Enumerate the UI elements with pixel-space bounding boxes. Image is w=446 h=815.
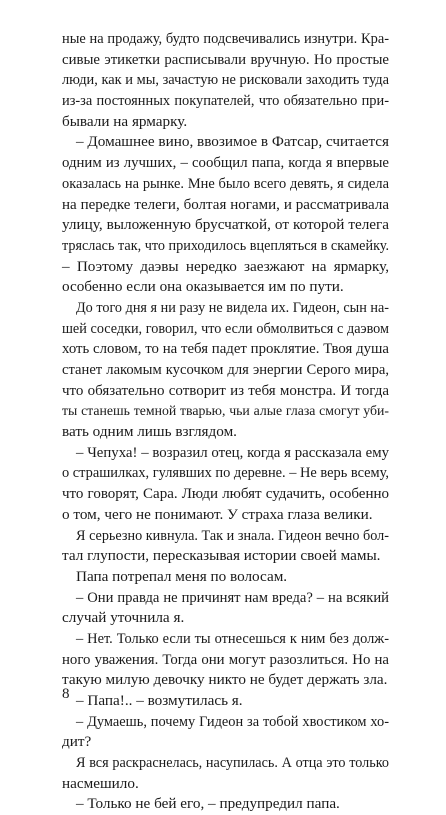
text-line: такую милую девочку никто не будет держать зла.: [62, 671, 388, 689]
text-line: – Они правда не причинят нам вреда? – на всякий: [76, 589, 389, 606]
text-line: Папа потрепал меня по волосам.: [76, 567, 288, 585]
page-number: 8: [62, 686, 70, 702]
text-line: Я серьезно кивнула. Так и знала. Гидеон вечно бол-: [76, 527, 389, 544]
text-line: люди, как и мы, зачастую не рисковали заходить туда: [62, 72, 389, 89]
text-line: бывали на ярмарку.: [62, 112, 188, 130]
text-line: – Чепуха! – возразил отец, когда я рассказала ему: [76, 444, 389, 461]
text-line: тряслась так, что приходилось вцепляться в скамейку.: [62, 237, 389, 254]
text-line: Я вся раскраснелась, насупилась. А отца это только: [76, 755, 389, 772]
text-line: оказалась на рынке. Мне было всего девять, я сидела: [62, 175, 389, 192]
text-line: что говорят, Сара. Люди любят судачить, особенно: [62, 486, 389, 503]
text-line: – Только не бей его, – предупредил папа.: [76, 795, 340, 813]
text-line: – Папа!.. – возмутилась я.: [76, 692, 243, 709]
text-line: особенно если она оказывается им по пути.: [62, 278, 344, 296]
text-line: До того дня я ни разу не видела их. Гидеон, сын на-: [76, 299, 389, 316]
text-line: – Думаешь, почему Гидеон за тобой хвостиком хо-: [76, 713, 389, 730]
text-line: на передке телеги, болтая ногами, и рассматривала: [62, 196, 389, 213]
text-line: станет лакомым кусочком для энергии Серого мира,: [62, 362, 389, 378]
text-line: – Поэтому даэвы нередко заезжают на ярмарку,: [62, 257, 389, 275]
body-text: [62, 29, 389, 815]
text-line: хоть словом, то на тебя падет проклятие. Твоя душа: [62, 341, 389, 358]
text-line: шей соседки, говорил, что если обмолвиться с даэвом: [62, 320, 389, 337]
text-line: – Домашнее вино, ввозимое в Фатсар, считается: [76, 133, 389, 151]
text-line: дит?: [62, 733, 92, 751]
text-line: насмешило.: [62, 774, 139, 792]
text-line: случай уточнила я.: [62, 609, 185, 627]
text-line: сивые этикетки расписывали вручную. Но простые: [62, 51, 389, 68]
text-line: одним из лучших, – сообщил папа, когда я впервые: [62, 155, 389, 172]
text-line: что обязательно сотворит из тебя монстра. И тогда: [62, 382, 389, 399]
text-line: – Нет. Только если ты отнесешься к ним без долж-: [76, 630, 389, 647]
text-line: ного уважения. Тогда они могут разозлиться. Но на: [62, 651, 389, 668]
text-line: улицу, выложенную брусчаткой, от которой телега: [62, 216, 389, 234]
text-line: ные на продажу, будто подсвечивались изнутри. Кра-: [62, 31, 389, 47]
text-line: из-за постоянных покупателей, что обязательно при-: [62, 93, 389, 110]
text-line: вать одним лишь взглядом.: [62, 423, 237, 441]
text-line: о страшилках, гулявших по деревне. – Не верь всему,: [62, 465, 389, 482]
text-line: ты станешь темной тварью, чьи алые глаза смогут уби-: [62, 403, 389, 419]
text-line: тал глупости, пересказывая истории своей мамы.: [62, 547, 381, 565]
text-line: о том, чего не понимают. У страха глаза велики.: [62, 505, 373, 523]
